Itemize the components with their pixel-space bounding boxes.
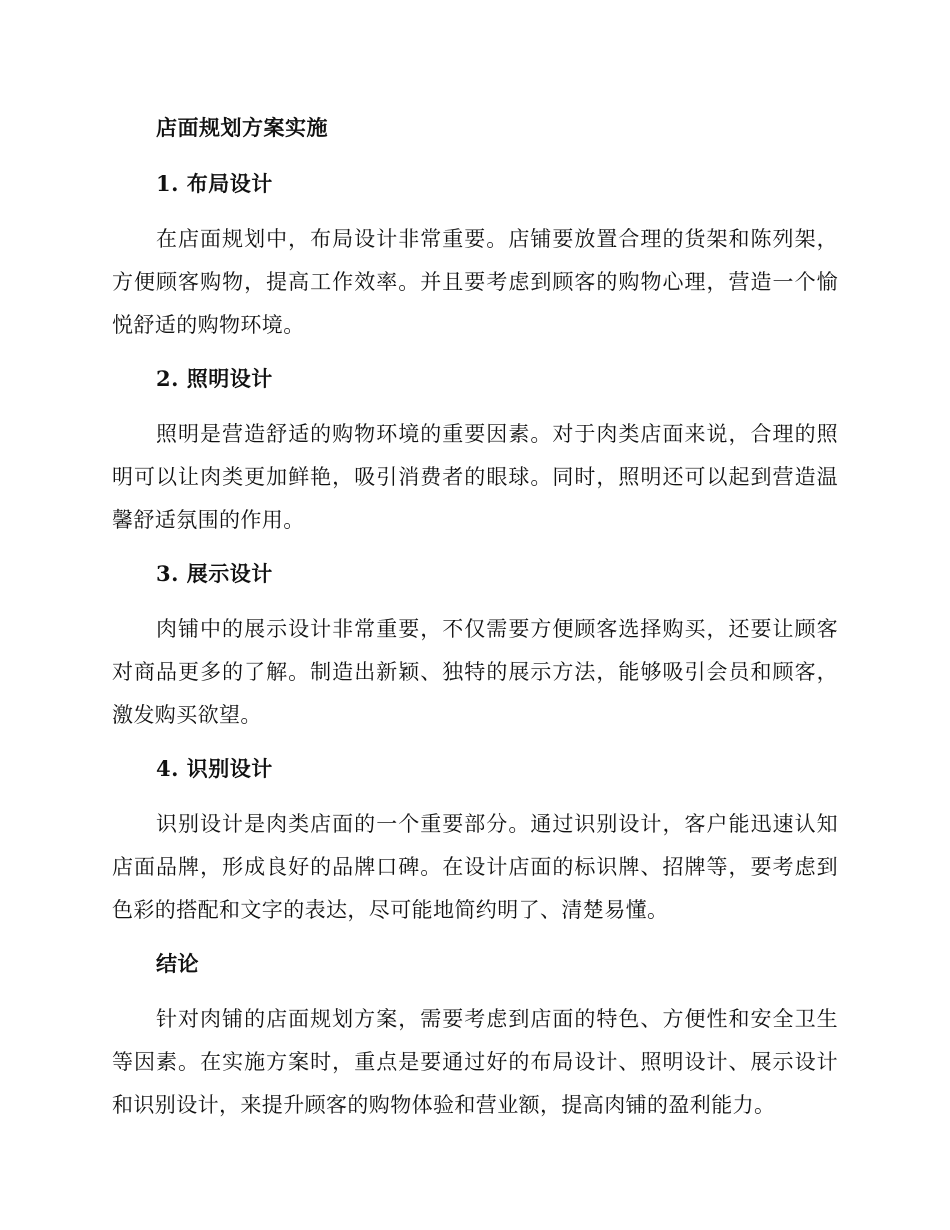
section-paragraph: 识别设计是肉类店面的一个重要部分。通过识别设计，客户能迅速认知店面品牌，形成良好的品牌口碑。在设计店面的标识牌、招牌等，要考虑到色彩的搭配和文字的表达，尽可能地简约明了、清楚易懂。	[112, 812, 838, 922]
section-paragraph: 肉铺中的展示设计非常重要，不仅需要方便顾客选择购买，还要让顾客对商品更多的了解。制造出新颖、独特的展示方法，能够吸引会员和顾客，激发购买欲望。	[112, 617, 838, 727]
section-heading: 2. 照明设计	[156, 366, 273, 391]
section-conclusion	[112, 944, 838, 1127]
section-identity-design	[112, 749, 838, 932]
section-paragraph: 针对肉铺的店面规划方案，需要考虑到店面的特色、方便性和安全卫生等因素。在实施方案时，重点是要通过好的布局设计、照明设计、展示设计和识别设计，来提升顾客的购物体验和营业额，提高肉铺的盈利能力。	[112, 1007, 838, 1117]
document-title: 店面规划方案实施	[156, 115, 328, 140]
section-paragraph: 照明是营造舒适的购物环境的重要因素。对于肉类店面来说，合理的照明可以让肉类更加鲜艳，吸引消费者的眼球。同时，照明还可以起到营造温馨舒适氛围的作用。	[112, 422, 838, 532]
section-layout-design	[112, 164, 838, 347]
section-display-design	[112, 554, 838, 737]
section-heading: 4. 识别设计	[156, 756, 273, 781]
section-paragraph: 在店面规划中，布局设计非常重要。店铺要放置合理的货架和陈列架，方便顾客购物，提高工作效率。并且要考虑到顾客的购物心理，营造一个愉悦舒适的购物环境。	[112, 227, 838, 337]
section-heading: 结论	[156, 951, 199, 976]
section-heading: 3. 展示设计	[156, 561, 273, 586]
section-heading: 1. 布局设计	[156, 171, 273, 196]
section-lighting-design	[112, 359, 838, 542]
